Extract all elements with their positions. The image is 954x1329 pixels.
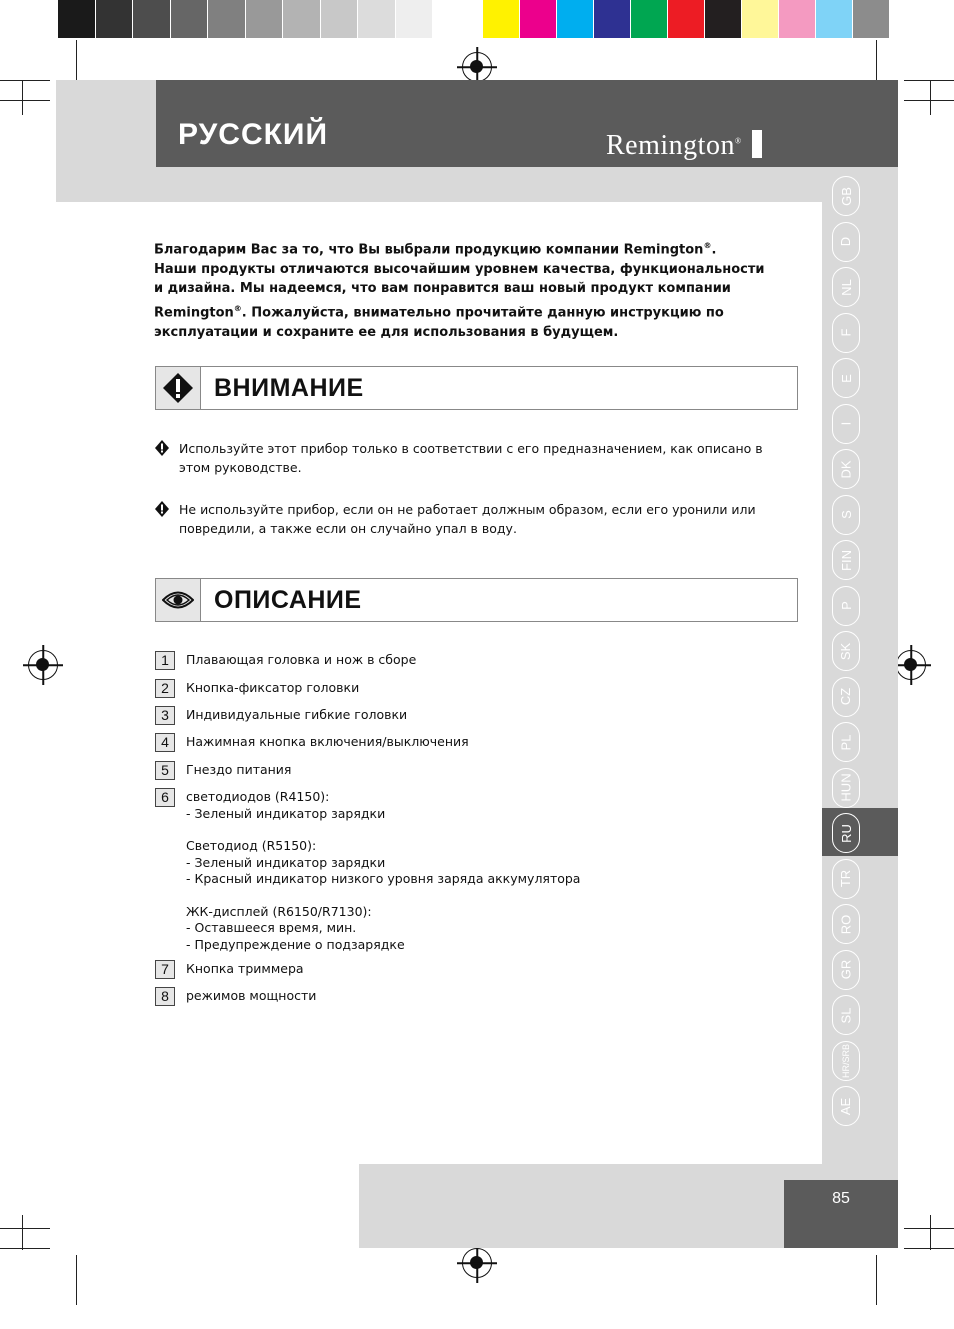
warning-bullet-text: Используйте этот прибор только в соответствии с его предназначением, как описано в этом руководстве. xyxy=(179,441,763,475)
item-subline: - Предупреждение о подзарядке xyxy=(186,936,405,952)
crop-mark xyxy=(904,100,954,101)
item-subline-spacer xyxy=(186,888,785,904)
language-tab-label: GB xyxy=(838,186,854,206)
item-subline: ЖК-дисплей (R6150/R7130): xyxy=(186,903,372,919)
crop-mark xyxy=(76,40,77,85)
brand-logo-bar xyxy=(752,130,762,158)
language-tab-label: PL xyxy=(838,734,854,750)
item-text: Кнопка триммера xyxy=(186,961,304,976)
language-tab-label: HUN xyxy=(838,773,854,802)
language-tab-label: CZ xyxy=(838,687,854,706)
language-tab-label: FIN xyxy=(838,549,854,571)
language-tab-label: E xyxy=(838,373,854,383)
warning-section-header xyxy=(155,366,798,410)
item-number: 3 xyxy=(155,706,175,725)
language-tab-cz[interactable] xyxy=(832,677,860,717)
crop-mark xyxy=(0,1248,50,1249)
list-item xyxy=(155,761,785,779)
language-tab-gb[interactable] xyxy=(832,176,860,216)
warning-bullet-text: Не используйте прибор, если он не работает должным образом, если его уронили или повредили, а также если он случайно упал в воду. xyxy=(179,502,756,536)
color-swatch xyxy=(483,0,520,38)
item-number: 2 xyxy=(155,679,175,698)
warning-title: ВНИМАНИЕ xyxy=(214,374,364,402)
color-swatch xyxy=(742,0,779,38)
brand-logo: Remington® xyxy=(606,130,762,162)
registration-mark-icon xyxy=(896,650,926,680)
language-tab-label: P xyxy=(838,601,854,610)
warning-bullet xyxy=(155,439,785,477)
print-color-bar xyxy=(58,0,890,38)
crop-mark xyxy=(0,80,50,81)
language-tabs xyxy=(832,176,860,1132)
language-tab-sl[interactable] xyxy=(832,995,860,1035)
color-swatch xyxy=(433,0,471,38)
color-swatch xyxy=(705,0,742,38)
language-tab-label: SK xyxy=(838,642,854,660)
list-item xyxy=(155,788,785,953)
intro-line: Наши продукты отличаются высочайшим уровнем качества, функциональности xyxy=(154,261,765,277)
crop-mark xyxy=(0,1228,50,1229)
item-subline: - Оставшееся время, мин. xyxy=(186,920,357,935)
language-tab-label: GR xyxy=(838,959,854,980)
color-swatch xyxy=(208,0,246,38)
crop-mark xyxy=(22,1215,23,1250)
language-tab-e[interactable] xyxy=(832,358,860,398)
language-tab-ro[interactable] xyxy=(832,904,860,944)
crop-mark xyxy=(876,1255,877,1305)
intro-paragraph xyxy=(154,236,794,342)
item-text: Плавающая головка и нож в сборе xyxy=(186,652,417,667)
crop-mark xyxy=(876,40,877,85)
language-tab-nl[interactable] xyxy=(832,267,860,307)
item-number: 1 xyxy=(155,651,175,670)
language-tab-label: S xyxy=(838,510,854,519)
crop-mark xyxy=(904,1228,954,1229)
language-tab-dk[interactable] xyxy=(832,449,860,489)
language-tab-label: SL xyxy=(838,1007,854,1023)
language-tab-label: HR/SRB xyxy=(841,1043,852,1078)
language-tab-i[interactable] xyxy=(832,404,860,444)
color-swatch xyxy=(246,0,284,38)
exclamation-diamond-icon xyxy=(156,367,201,409)
color-swatch xyxy=(557,0,594,38)
intro-line: . xyxy=(711,242,717,258)
registration-mark-icon xyxy=(28,650,58,680)
color-swatch xyxy=(594,0,631,38)
registered-mark: ® xyxy=(233,303,242,313)
eye-icon xyxy=(156,579,201,621)
registration-mark-icon xyxy=(462,1248,492,1278)
item-subline-spacer xyxy=(186,822,785,838)
language-tab-fin[interactable] xyxy=(832,540,860,580)
language-tab-ru[interactable] xyxy=(832,813,860,853)
color-swatch xyxy=(668,0,705,38)
header-bar xyxy=(156,80,898,167)
diamond-bullet-icon xyxy=(155,440,169,456)
language-tab-tr[interactable] xyxy=(832,859,860,899)
language-tab-ae[interactable] xyxy=(832,1086,860,1126)
language-tab-label: NL xyxy=(838,278,854,296)
intro-line: Благодарим Вас за то, что Вы выбрали продукцию компании Remington xyxy=(154,242,704,258)
color-swatch xyxy=(396,0,434,38)
color-swatch xyxy=(58,0,96,38)
language-tab-gr[interactable] xyxy=(832,950,860,990)
color-swatch xyxy=(631,0,668,38)
registration-mark-icon xyxy=(462,52,492,82)
language-tab-label: DK xyxy=(838,459,854,479)
color-swatch xyxy=(283,0,321,38)
language-tab-d[interactable] xyxy=(832,222,860,262)
warning-bullet xyxy=(155,500,785,538)
item-number: 6 xyxy=(155,788,175,807)
language-tab-hr-srb[interactable] xyxy=(832,1041,860,1081)
item-text: Нажимная кнопка включения/выключения xyxy=(186,734,469,749)
description-title: ОПИСАНИЕ xyxy=(214,586,362,614)
page-number-box xyxy=(784,1180,898,1248)
list-item xyxy=(155,706,785,724)
language-tab-hun[interactable] xyxy=(832,768,860,808)
color-swatch xyxy=(171,0,209,38)
item-number: 8 xyxy=(155,987,175,1006)
item-number: 4 xyxy=(155,733,175,752)
crop-mark xyxy=(930,80,931,115)
page-number: 85 xyxy=(832,1190,850,1207)
language-tab-label: F xyxy=(838,328,854,337)
item-text: Кнопка-фиксатор головки xyxy=(186,680,360,695)
crop-mark xyxy=(904,80,954,81)
language-tab-sk[interactable] xyxy=(832,631,860,671)
color-swatch xyxy=(520,0,557,38)
language-tab-p[interactable] xyxy=(832,586,860,626)
crop-mark xyxy=(930,1215,931,1250)
page-title: РУССКИЙ xyxy=(178,118,329,151)
language-tab-label: I xyxy=(838,421,854,426)
color-swatch xyxy=(816,0,853,38)
list-item xyxy=(155,960,785,978)
registered-mark: ® xyxy=(703,241,712,250)
item-subline: - Зеленый индикатор зарядки xyxy=(186,805,386,821)
intro-line: . Пожалуйста, внимательно прочитайте данную инструкцию по xyxy=(241,305,724,321)
language-tab-label: AE xyxy=(838,1097,854,1115)
list-item xyxy=(155,987,785,1005)
color-swatch xyxy=(133,0,171,38)
language-tab-label: RU xyxy=(838,823,854,843)
language-tab-label: D xyxy=(838,236,854,247)
item-text: Гнездо питания xyxy=(186,762,292,777)
intro-line: и дизайна. Мы надеемся, что вам понравится ваш новый продукт компании xyxy=(154,281,731,297)
list-item xyxy=(155,679,785,697)
intro-line: эксплуатации и сохраните ее для использования в будущем. xyxy=(154,324,619,340)
crop-mark xyxy=(22,80,23,115)
item-subline: Светодиод (R5150): xyxy=(186,838,317,853)
brand-name: Remington xyxy=(606,130,735,161)
diamond-bullet-icon xyxy=(155,501,169,517)
intro-line: Remington xyxy=(154,305,234,321)
item-number: 5 xyxy=(155,761,175,780)
crop-mark xyxy=(904,1248,954,1249)
color-swatch xyxy=(853,0,890,38)
color-swatch xyxy=(358,0,396,38)
language-tab-s[interactable] xyxy=(832,495,860,535)
item-text: светодиодов (R4150): xyxy=(186,789,330,804)
color-bar-gap xyxy=(471,0,483,38)
item-number: 7 xyxy=(155,960,175,979)
color-swatch xyxy=(779,0,816,38)
crop-mark xyxy=(76,1255,77,1305)
item-subline: - Красный индикатор низкого уровня заряда аккумулятора xyxy=(186,871,581,886)
list-item xyxy=(155,651,785,669)
item-subline: - Зеленый индикатор зарядки xyxy=(186,854,386,870)
description-section-header xyxy=(155,578,798,622)
language-tab-f[interactable] xyxy=(832,313,860,353)
item-text: Индивидуальные гибкие головки xyxy=(186,707,408,722)
language-tab-pl[interactable] xyxy=(832,722,860,762)
list-item xyxy=(155,733,785,751)
color-swatch xyxy=(96,0,134,38)
language-tab-label: TR xyxy=(838,869,854,888)
item-text: режимов мощности xyxy=(186,988,317,1003)
color-swatch xyxy=(321,0,359,38)
language-tab-label: RO xyxy=(838,914,854,934)
crop-mark xyxy=(0,100,50,101)
